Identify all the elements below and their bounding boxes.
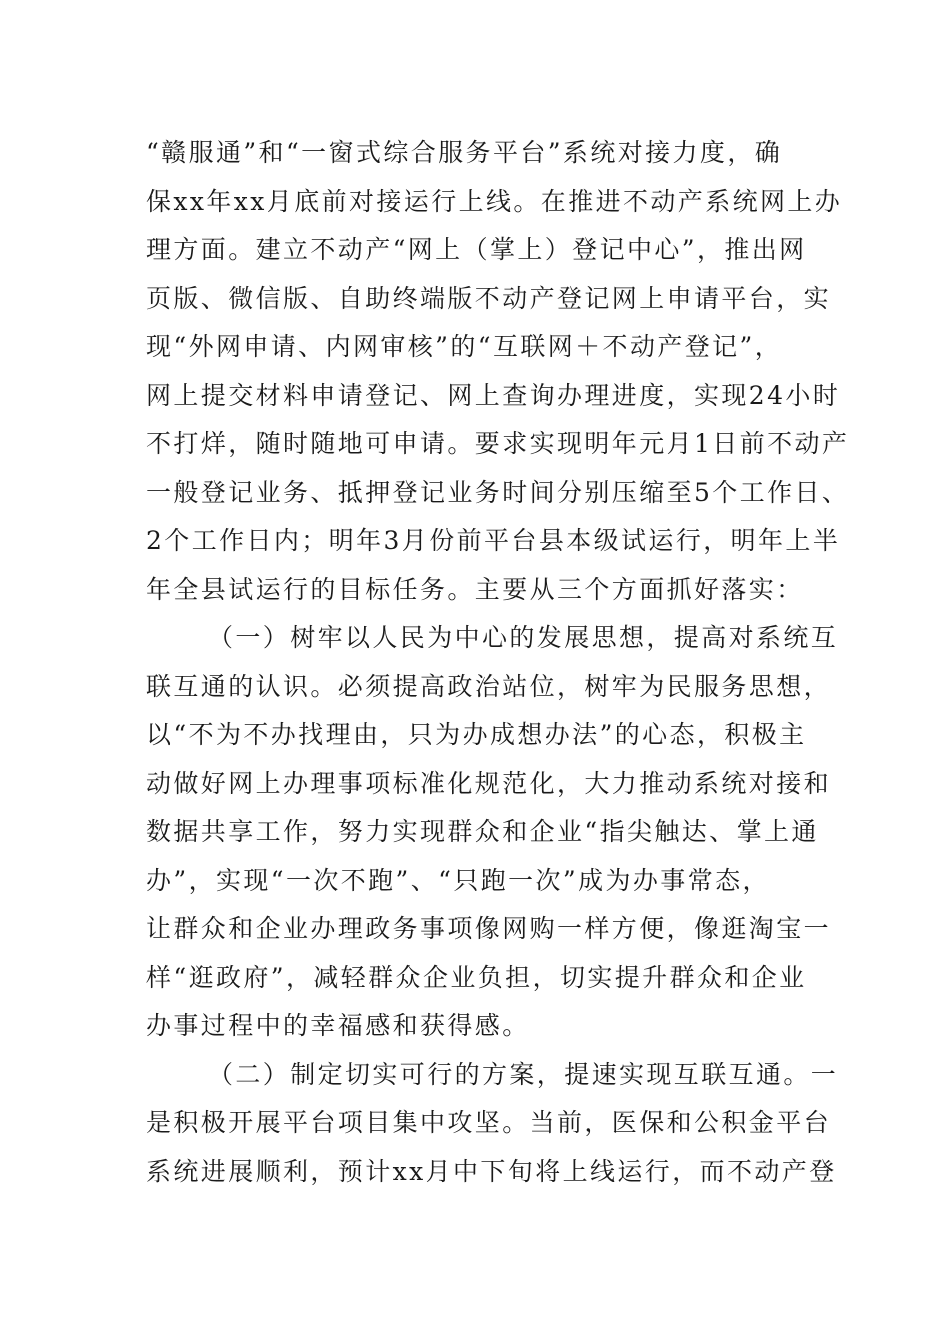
body-line: 办”，实现“一次不跑”、“只跑一次”成为办事常态， bbox=[146, 865, 770, 895]
body-line: 页版、微信版、自助终端版不动产登记网上申请平台，实 bbox=[146, 283, 832, 313]
body-line: 网上提交材料申请登记、网上查询办理进度，实现24小时 bbox=[146, 380, 841, 410]
body-line: 理方面。建立不动产“网上（掌上）登记中心”，推出网 bbox=[146, 235, 807, 264]
section-heading-line: （二）制定切实可行的方案，提速实现互联互通。一 bbox=[208, 1059, 839, 1089]
body-line: 办事过程中的幸福感和获得感。 bbox=[146, 1011, 530, 1040]
section-heading-line: （一）树牢以人民为中心的发展思想，提高对系统互 bbox=[208, 623, 839, 652]
body-line: 以“不为不办找理由，只为办成想办法”的心态，积极主 bbox=[146, 720, 807, 749]
body-line: 联互通的认识。必须提高政治站位，树牢为民服务思想， bbox=[146, 671, 832, 701]
body-line: 现“外网申请、内网审核”的“互联网＋不动产登记”， bbox=[146, 332, 783, 361]
body-line: 2个工作日内；明年3月份前平台县本级试运行，明年上半 bbox=[146, 526, 841, 555]
body-line: 数据共享工作，努力实现群众和企业“指尖触达、掌上通 bbox=[146, 817, 819, 846]
body-line: “赣服通”和“一窗式综合服务平台”系统对接力度，确 bbox=[146, 138, 783, 167]
body-line: 年全县试运行的目标任务。主要从三个方面抓好落实： bbox=[146, 574, 804, 604]
body-line: 不打烊，随时随地可申请。要求实现明年元月1日前不动产 bbox=[146, 429, 850, 458]
body-line: 保xx年xx月底前对接运行上线。在推进不动产系统网上办 bbox=[146, 186, 843, 216]
body-line: 动做好网上办理事项标准化规范化，大力推动系统对接和 bbox=[146, 768, 832, 798]
body-line: 是积极开展平台项目集中攻坚。当前，医保和公积金平台 bbox=[146, 1108, 832, 1137]
body-line: 系统进展顺利，预计xx月中下旬将上线运行，而不动产登 bbox=[146, 1156, 837, 1186]
body-line: 一般登记业务、抵押登记业务时间分别压缩至5个工作日、 bbox=[146, 477, 850, 507]
body-line: 样“逛政府”，减轻群众企业负担，切实提升群众和企业 bbox=[146, 962, 807, 992]
document-body bbox=[146, 133, 850, 1200]
body-line: 让群众和企业办理政务事项像网购一样方便，像逛淘宝一 bbox=[146, 914, 832, 943]
